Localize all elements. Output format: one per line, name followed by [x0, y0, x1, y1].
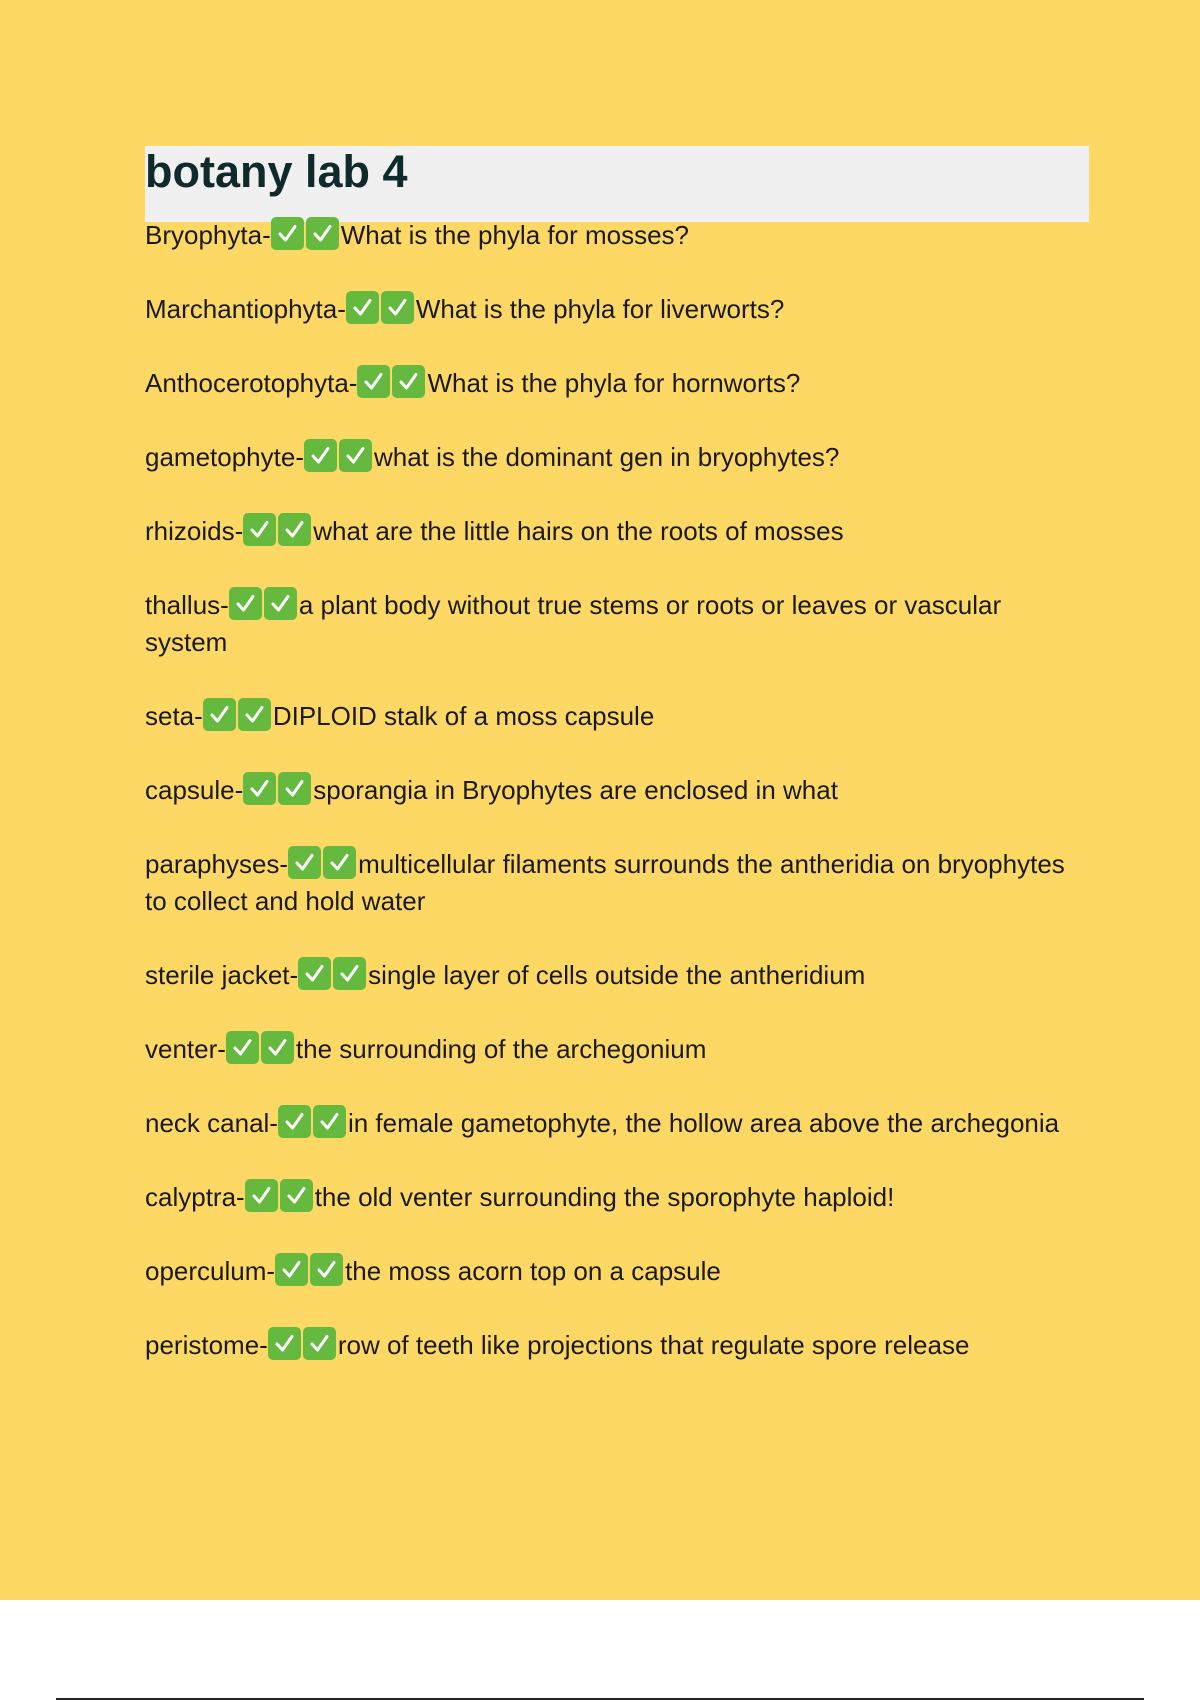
- flashcard-item: [145, 365, 1089, 402]
- check-box-icon: [264, 587, 297, 620]
- flashcard-definition: What is the phyla for liverworts?: [415, 294, 785, 324]
- flashcard-item: [145, 217, 1089, 254]
- check-box-icon: [243, 513, 276, 546]
- flashcard-definition: what are the little hairs on the roots of mosses: [313, 516, 844, 546]
- flashcard-definition: multicellular filaments surrounds the antheridia on bryophytes to collect and hold water: [145, 849, 1065, 916]
- flashcard-definition: What is the phyla for mosses?: [340, 220, 689, 250]
- flashcard-term: thallus-: [145, 590, 229, 620]
- check-box-icon: [357, 365, 390, 398]
- check-box-icon: [306, 217, 339, 250]
- check-box-icon: [280, 1179, 313, 1212]
- check-box-icon: [261, 1031, 294, 1064]
- check-box-icon: [339, 439, 372, 472]
- check-box-icon: [278, 772, 311, 805]
- flashcard-item: [145, 1253, 1089, 1290]
- flashcard-term: operculum-: [145, 1256, 276, 1286]
- check-box-icon: [323, 846, 356, 879]
- check-box-icon: [275, 1253, 308, 1286]
- flashcard-item: [145, 957, 1089, 994]
- flashcard-term: seta-: [145, 701, 203, 731]
- check-box-icon: [278, 1105, 311, 1138]
- flashcard-term: peristome-: [145, 1330, 268, 1360]
- title-bar: [145, 146, 1089, 222]
- flashcard-definition: the moss acorn top on a capsule: [345, 1256, 721, 1286]
- flashcard-definition: sporangia in Bryophytes are enclosed in what: [313, 775, 838, 805]
- check-box-icon: [333, 957, 366, 990]
- check-box-icon: [278, 513, 311, 546]
- flashcard-item: [145, 1105, 1089, 1142]
- flashcard-definition: row of teeth like projections that regulate spore release: [337, 1330, 970, 1360]
- flashcard-item: [145, 846, 1089, 920]
- flashcard-definition: the old venter surrounding the sporophyte haploid!: [314, 1182, 895, 1212]
- check-box-icon: [238, 698, 271, 731]
- flashcard-definition: a plant body without true stems or roots or leaves or vascular system: [145, 590, 1002, 657]
- check-box-icon: [288, 846, 321, 879]
- flashcard-term: gametophyte-: [145, 442, 304, 472]
- flashcard-term: capsule-: [145, 775, 244, 805]
- flashcard-definition: the surrounding of the archegonium: [295, 1034, 707, 1064]
- flashcard-item: [145, 772, 1089, 809]
- flashcard-item: [145, 513, 1089, 550]
- check-box-icon: [310, 1253, 343, 1286]
- flashcard-term: paraphyses-: [145, 849, 289, 879]
- flashcard-term: rhizoids-: [145, 516, 244, 546]
- check-box-icon: [304, 439, 337, 472]
- check-box-icon: [229, 587, 262, 620]
- flashcard-definition: in female gametophyte, the hollow area above the archegonia: [347, 1108, 1060, 1138]
- check-box-icon: [313, 1105, 346, 1138]
- check-box-icon: [203, 698, 236, 731]
- flashcard-term: venter-: [145, 1034, 226, 1064]
- flashcard-item: [145, 587, 1089, 661]
- flashcard-term: sterile jacket-: [145, 960, 299, 990]
- flashcard-definition: what is the dominant gen in bryophytes?: [373, 442, 840, 472]
- check-box-icon: [243, 772, 276, 805]
- check-box-icon: [303, 1327, 336, 1360]
- check-box-icon: [226, 1031, 259, 1064]
- flashcard-definition: DIPLOID stalk of a moss capsule: [272, 701, 655, 731]
- page-title: botany lab 4: [145, 146, 408, 197]
- flashcard-definition: single layer of cells outside the antheridium: [368, 960, 866, 990]
- check-box-icon: [381, 291, 414, 324]
- flashcard-item: [145, 1327, 1089, 1364]
- check-box-icon: [268, 1327, 301, 1360]
- flashcard-term: Marchantiophyta-: [145, 294, 346, 324]
- flashcard-term: Anthocerotophyta-: [145, 368, 358, 398]
- flashcard-item: [145, 291, 1089, 328]
- flashcard-list: [145, 217, 1089, 1401]
- check-box-icon: [271, 217, 304, 250]
- flashcard-term: neck canal-: [145, 1108, 278, 1138]
- check-box-icon: [298, 957, 331, 990]
- flashcard-item: [145, 1179, 1089, 1216]
- check-box-icon: [346, 291, 379, 324]
- flashcard-item: [145, 439, 1089, 476]
- check-box-icon: [392, 365, 425, 398]
- flashcard-item: [145, 1031, 1089, 1068]
- flashcard-item: [145, 698, 1089, 735]
- flashcard-term: Bryophyta-: [145, 220, 271, 250]
- check-box-icon: [245, 1179, 278, 1212]
- flashcard-term: calyptra-: [145, 1182, 245, 1212]
- flashcard-definition: What is the phyla for hornworts?: [427, 368, 801, 398]
